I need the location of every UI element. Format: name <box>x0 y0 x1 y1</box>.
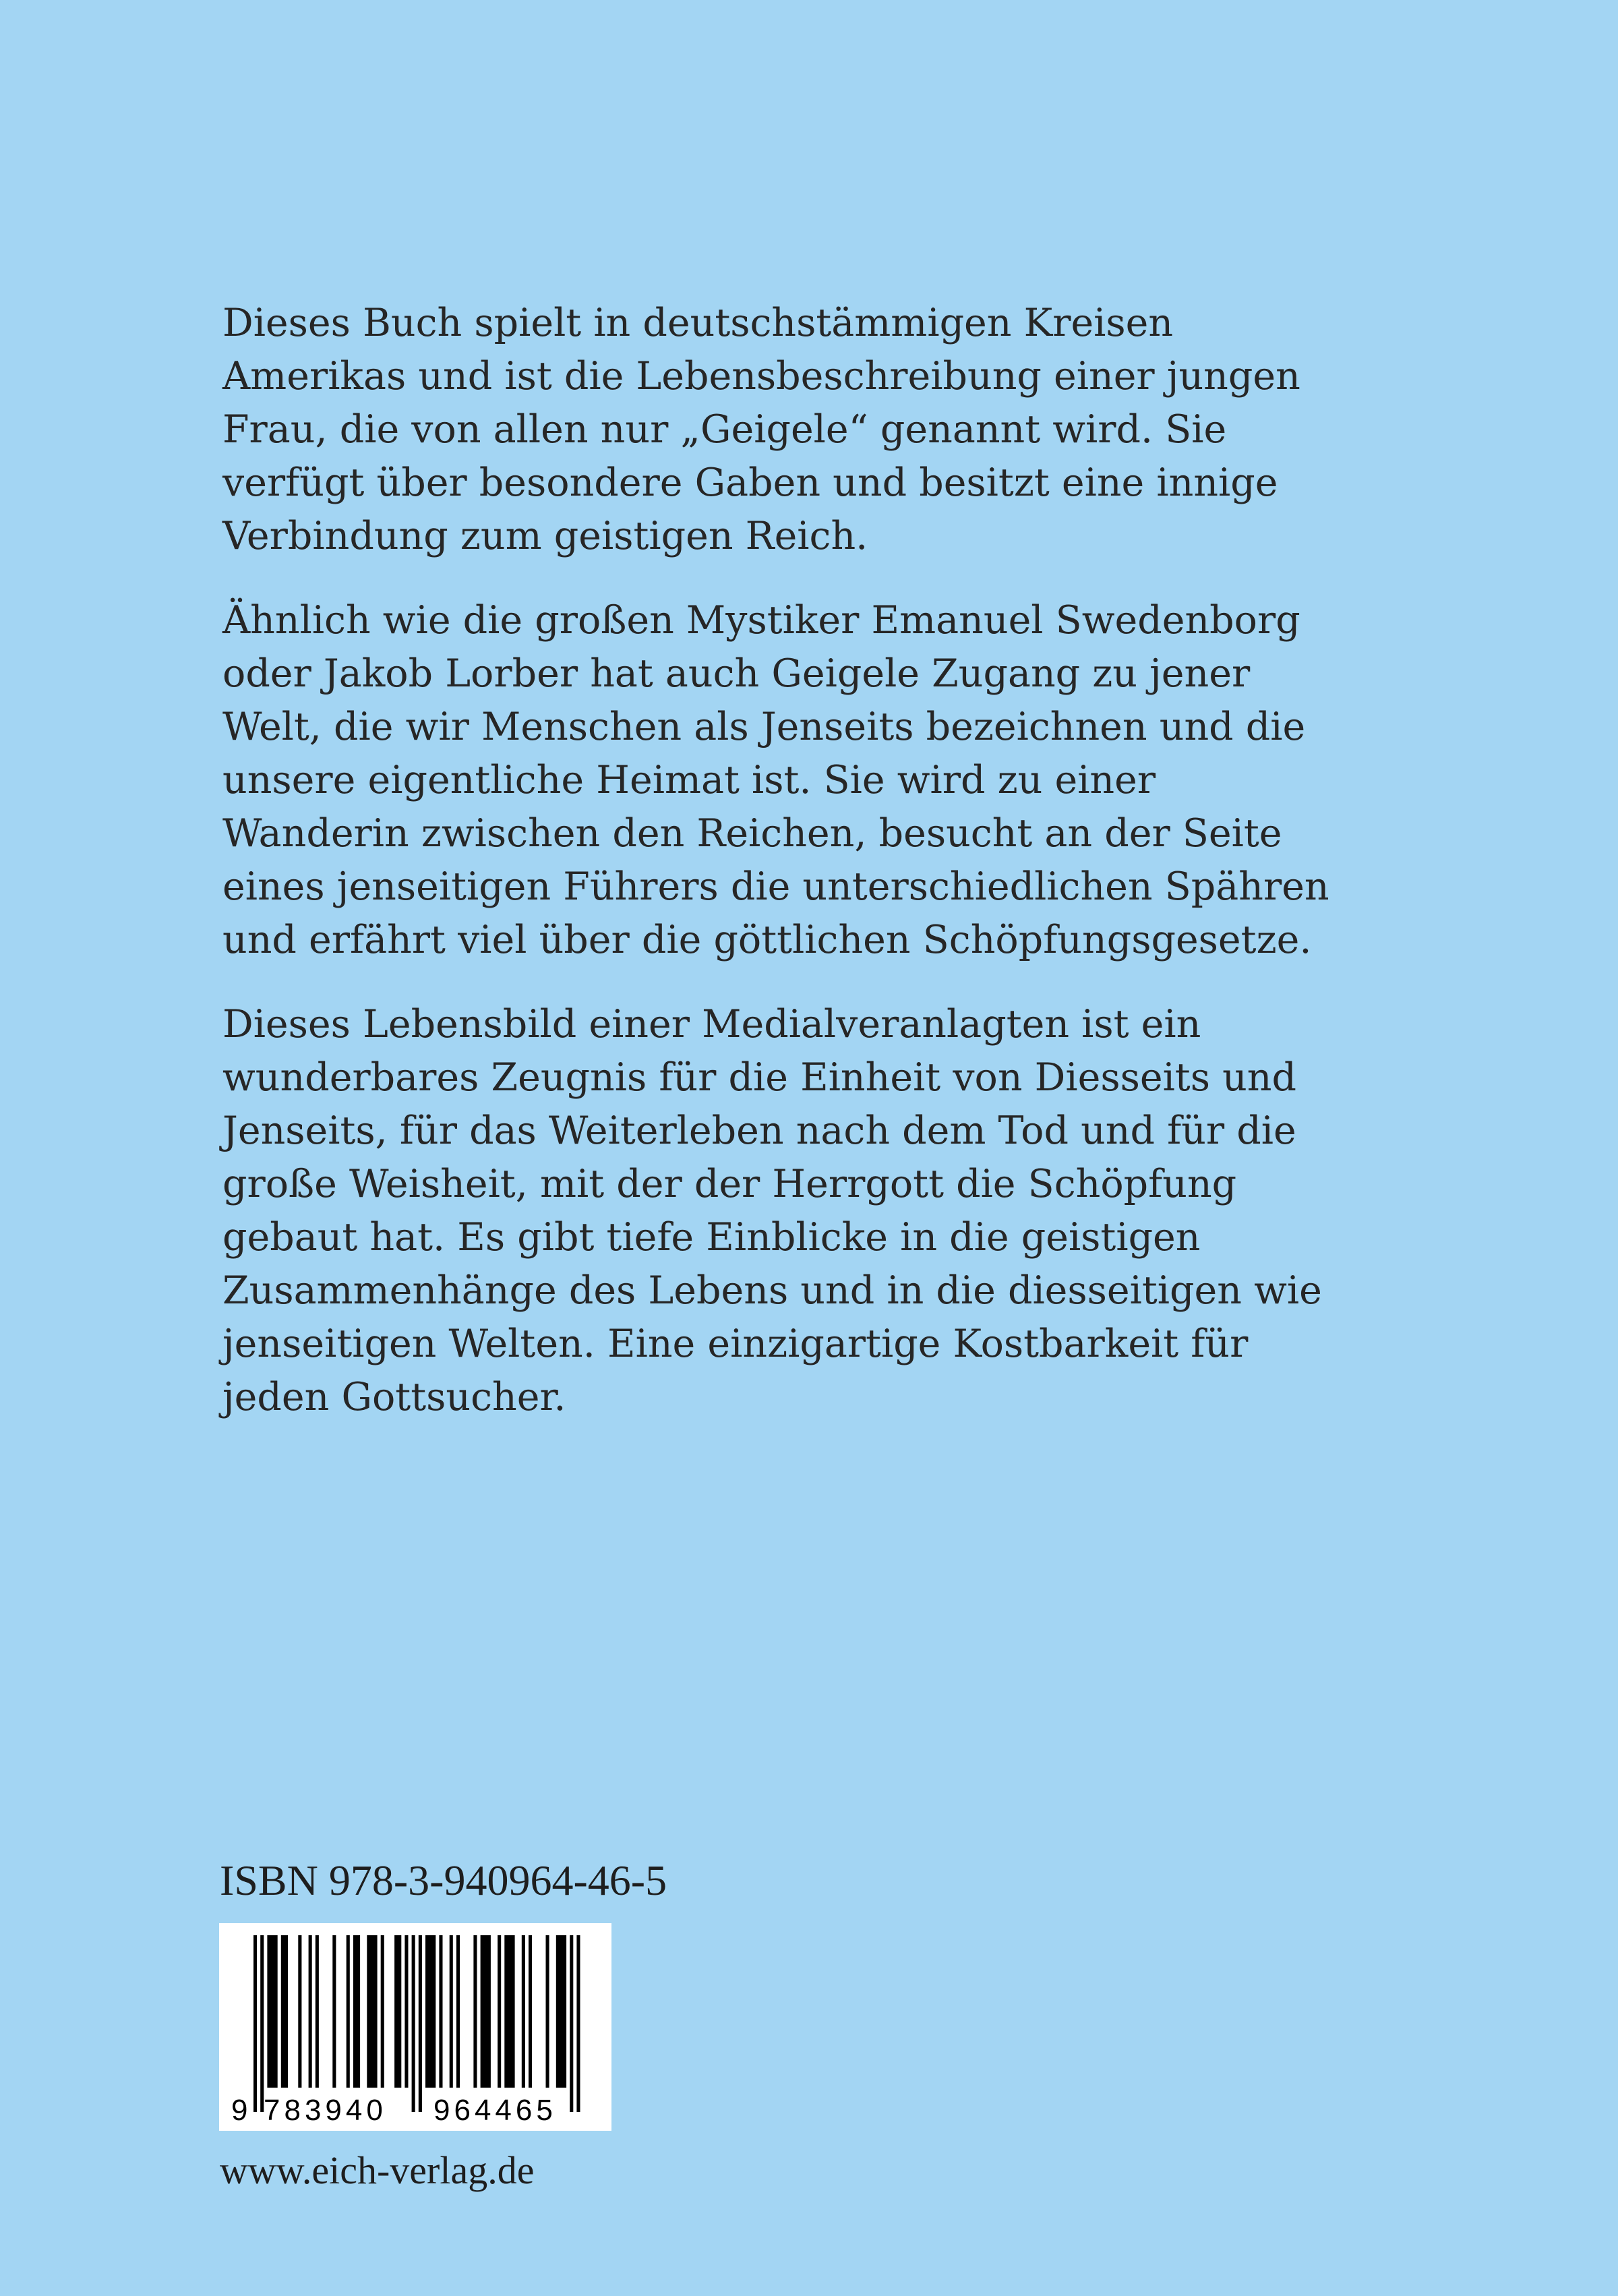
barcode-bar <box>412 1935 415 2112</box>
barcode-bar <box>419 1935 422 2112</box>
barcode-bar <box>309 1935 312 2088</box>
blurb-paragraph-3: Dieses Lebensbild einer Medialveranlagten ist ein wunderbares Zeugnis für die Einheit von Diesseits und Jenseits, für das Weiterleben nach dem Tod und für die große Weisheit, mit der der Herrgott die Schöpfung gebaut hat. Es gibt tiefe Einblicke in die geistigen Zusammenhänge des Lebens und in die diesseitigen wie jenseitigen Welten. Eine einzigartige Kostbarkeit für jeden Gottsucher. <box>222 1002 1322 1419</box>
barcode-bar <box>576 1935 580 2112</box>
barcode-bar <box>347 1935 350 2088</box>
barcode-bar <box>456 1935 460 2088</box>
blurb-paragraph-2: Ähnlich wie die großen Mystiker Emanuel Swedenborg oder Jakob Lorber hat auch Geigele Zugang zu jener Welt, die wir Menschen als Jenseits bezeichnen und die unsere eigentliche Heimat ist. Sie wird zu einer Wanderin zwischen den Reichen, besucht an der Seite eines jenseitigen Führers die unterschiedlichen Spähren und erfährt viel über die göttlichen Schöpfungsgesetze. <box>222 598 1329 962</box>
barcode <box>219 1923 611 2131</box>
barcode-bar <box>450 1935 453 2088</box>
barcode-bar <box>298 1935 301 2088</box>
barcode-bar <box>267 1935 277 2088</box>
barcode-graphic <box>219 1923 611 2131</box>
barcode-bar <box>556 1935 566 2088</box>
blurb-paragraph-1: Dieses Buch spielt in deutschstämmigen Kreisen Amerikas und ist die Lebensbeschreibung einer jungen Frau, die von allen nur „Geigele“ genannt wird. Sie verfügt über besondere Gaben und besitzt eine innige Verbindung zum geistigen Reich. <box>222 301 1300 558</box>
barcode-bar <box>281 1935 288 2088</box>
barcode-bar <box>353 1935 360 2088</box>
barcode-bar <box>522 1935 525 2088</box>
blurb-text <box>222 297 1335 1455</box>
barcode-digits-left: 783940 <box>264 2094 387 2127</box>
barcode-bars <box>253 1935 580 2112</box>
barcode-bar <box>546 1935 549 2088</box>
barcode-bar <box>425 1935 436 2088</box>
isbn-label: ISBN 978-3-940964-46-5 <box>220 1856 667 1904</box>
barcode-digit-lead: 9 <box>231 2094 248 2127</box>
barcode-bar <box>481 1935 491 2088</box>
barcode-bar <box>260 1935 264 2112</box>
barcode-bar <box>332 1935 336 2088</box>
barcode-digits-right: 964465 <box>433 2094 557 2127</box>
barcode-bar <box>498 1935 501 2088</box>
barcode-bar <box>367 1935 377 2088</box>
barcode-bar <box>473 1935 477 2088</box>
barcode-bar <box>504 1935 514 2088</box>
barcode-bar <box>404 1935 408 2088</box>
barcode-bar <box>570 1935 573 2112</box>
barcode-bar <box>439 1935 442 2088</box>
barcode-bar <box>394 1935 401 2088</box>
barcode-bar <box>529 1935 532 2088</box>
barcode-bar <box>253 1935 257 2112</box>
barcode-bar <box>381 1935 384 2088</box>
publisher-website: www.eich-verlag.de <box>220 2148 535 2192</box>
barcode-bar <box>316 1935 319 2088</box>
